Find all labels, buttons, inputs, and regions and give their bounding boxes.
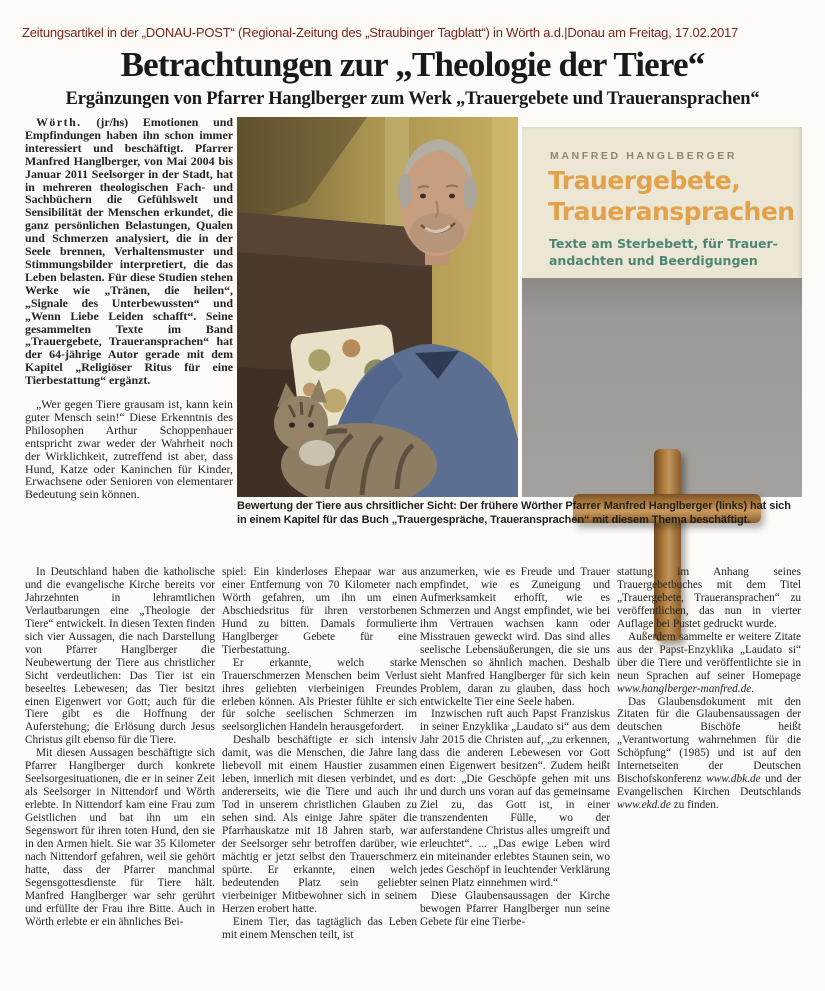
cat-eye-left bbox=[289, 422, 295, 427]
ekd-url: www.ekd.de bbox=[617, 799, 671, 812]
book-title-line2: Traueransprachen bbox=[548, 197, 795, 226]
book-title bbox=[548, 165, 795, 227]
column2-paragraph-3: Deshalb beschäftigte er sich intensiv damit, was die Menschen, die Jahre lang liebevoll mit einem Haustier zusammen leben, innerlich mit diesen verbindet, und andererseits, wie die Tiere und auch ihr Tod in unserem christlichen Glauben zu sehen sind. Als einige Jahre später die Pfarrhauskatze mit 18 Jahren starb, war der Seelsorger sehr betroffen darüber, wie mächtig er jetzt selbst den Trauerschmerz spürte. Er erkannte, einen welch bedeutenden Platz sein geliebter vierbeiniger Mitbewohner sich in seinem Herzen erobert hatte. bbox=[222, 734, 417, 915]
column4-paragraph-3-end: zu finden. bbox=[670, 799, 719, 812]
column1-paragraph-2: Mit diesen Aussagen beschäftigte sich Pfarrer Hanglberger durch konkrete Seelsorgesituationen, die er in seiner Zeit als Seelsorger in Nittendorf und Wörth erlebte. In Nittendorf kam eine Frau zum Geistlichen und bat ihn um ein Segenswort für ihren toten Hund, den sie in den Armen hielt. Sie war 35 Kilometer nach Nittendorf gefahren, weil sie gehört hatte, dass der Pfarrer manchmal Segensgottesdienste für Tiere hält. Manfred Hanglberger war sehr gerührt und erfüllte der Frau ihre Bitte. Auch in Wörth erlebte er ein ähnliches Bei- bbox=[25, 747, 215, 928]
book-subtitle-line1: Texte am Sterbebett, für Trauer- bbox=[549, 236, 778, 251]
homepage-url: www.hanglberger-manfred.de bbox=[617, 682, 752, 695]
article-column-2 bbox=[222, 566, 417, 966]
book-title-line1: Trauergebete, bbox=[548, 166, 741, 195]
caption-text-2: sich in einem Kapitel für das Buch „Trauergespräche, Traueransprachen“ mit diesem Thema beschäftigt. bbox=[237, 500, 791, 526]
article-column-1 bbox=[25, 566, 215, 966]
source-line: Zeitungsartikel in der „DONAU-POST“ (Regional-Zeitung des „Straubinger Tagblatt“) in Wörth a.d.|Donau am Freitag, 17.02.2017 bbox=[22, 25, 739, 40]
dbk-url: www.dbk.de bbox=[706, 773, 761, 786]
book-lower-area bbox=[522, 278, 802, 497]
cat-eye-right bbox=[308, 422, 314, 427]
column4-paragraph-2 bbox=[617, 631, 801, 696]
intro-paragraph-1 bbox=[25, 116, 233, 387]
headline: Betrachtungen zur „Theologie der Tiere“ bbox=[120, 45, 705, 84]
cat-chest bbox=[299, 440, 335, 466]
caption-bold-word: hat bbox=[750, 500, 767, 512]
intro-paragraph-2: „Wer gegen Tiere grausam ist, kann kein guter Mensch sein!“ Diese Erkenntnis des Philosophen Arthur Schoppenhauer entspricht zwar weder der Wahrheit noch der Wirklichkeit, zutreffend ist aber, dass Hund, Katze oder Kaninchen für Kinder, Erwachsene oder Senioren von elementarer Bedeutung sein können. bbox=[25, 397, 233, 502]
column2-paragraph-2: Er erkannte, welch starke Trauerschmerzen Menschen beim Verlust ihres geliebten vierbeinigen Freundes erleben können. Als Priester fühlte er sich für solche seelischen Schmerzen im seelsorglichen Handeln herausgefordert. bbox=[222, 656, 417, 734]
column3-paragraph-2: Inzwischen ruft auch Papst Franziskus in seiner Enzyklika „Laudato si“ aus dem Jahr 2015 die Christen auf, „zu erkennen, dass die anderen Lebewesen vor Gott einen Eigenwert besitzen“. Zudem heißt es dort: „Die Geschöpfe gehen mit uns und durch uns voran auf das gemeinsame Ziel zu, das Gott ist, in einer transzendenten Fülle, wo der auferstandene Christus alles umgreift und erleuchtet“. ... „Das ewige Leben wird ein miteinander erlebtes Staunen sein, wo jedes Geschöpf in leuchtender Verklärung seinen Platz einnehmen wird.“ bbox=[420, 708, 610, 889]
article-column-4 bbox=[617, 566, 801, 966]
column3-paragraph-1: anzumerken, wie es Freude und Trauer empfindet, wie es Zuneigung und Aufmerksamkeit erhofft, wie es Schmerzen und Angst empfindet, wie bei ihm Vertrauen wachsen kann oder Misstrauen geweckt wird. Das sind alles seelische Lebensäußerungen, die sie uns Menschen so ähnlich machen. Deshalb sieht Manfred Hanglberger für sich kein Problem, daran zu glauben, dass hoch entwickelte Tier eine Seele haben. bbox=[420, 566, 610, 708]
intro-column bbox=[25, 116, 233, 501]
book-cover bbox=[522, 127, 802, 497]
column4-paragraph-3 bbox=[617, 696, 801, 813]
hair-side-right bbox=[463, 176, 477, 210]
book-author: MANFRED HANGLBERGER bbox=[550, 150, 738, 162]
caption-text-1: Bewertung der Tiere aus chrsitlicher Sicht: Der frühere Wörther Pfarrer Manfred Hanglberger (links) bbox=[237, 500, 751, 512]
dateline: Wörth. bbox=[36, 115, 82, 129]
column1-paragraph-1: In Deutschland haben die katholische und die evangelische Kirche bereits vor Jahrzehnten in lehramtlichen Verlautbarungen eine „Theologie der Tiere“ entwickelt. In diesen Texten finden sich vier Aussagen, die nach Darstellung von Pfarrer Hanglberger die Neubewertung der Tiere aus christlicher Sicht verdeutlichen: Das Tier ist ein beseeltes Lebewesen; das Tier besitzt einen Eigenwert vor Gott; auch für die Tiere gibt es die Hoffnung der Auferstehung; die Erlösung durch Jesus Christus gilt ebenso für die Tiere. bbox=[25, 566, 215, 747]
column4-paragraph-3-mid: und der Evangelischen Kirchen Deutschlands bbox=[617, 773, 801, 799]
hair-side-left bbox=[398, 174, 412, 208]
column2-paragraph-4: Einem Tier, das tagtäglich das Leben mit einem Menschen teilt, ist bbox=[222, 915, 417, 941]
column4-paragraph-3-text: Das Glaubensdokument mit den Zitaten für die Glaubensaussagen der deutschen Bischöfe heißt „Verantwortung wahrnehmen für die Schöpfung“ (1985) und ist auf den Internetseiten der Deutschen Bischofskonferenz bbox=[617, 695, 801, 786]
subheadline: Ergänzungen von Pfarrer Hanglberger zum Werk „Trauergebete und Traueransprachen“ bbox=[65, 89, 760, 109]
article-column-3 bbox=[420, 566, 610, 966]
book-subtitle bbox=[549, 235, 778, 269]
photo-caption bbox=[237, 500, 803, 527]
column2-paragraph-1: spiel: Ein kinderloses Ehepaar war aus einer Entfernung von 70 Kilometer nach Wörth gefahren, um ihn um einen Abschiedsritus für ihren verstorbenen Hund zu bitten. Damals formulierte Hanglberger Gebete für eine Tierbestattung. bbox=[222, 566, 417, 656]
column4-paragraph-1: stattung im Anhang seines Trauergebetbuches mit dem Titel „Trauergebete, Traueransprachen“ zu veröffentlichen, das nun in vierter Auflage bei Pustet gedruckt wurde. bbox=[617, 566, 801, 630]
column4-paragraph-2-text: Außerdem sammelte er weitere Zitate aus der Papst-Enzyklika „Laudato si“ über die Tiere und veröffentlichte sie in neun Sprachen auf seiner Homepage bbox=[617, 630, 801, 682]
column3-paragraph-3: Diese Glaubensaussagen der Kirche bewogen Pfarrer Hanglberger nun seine Gebete für eine Tierbe- bbox=[420, 889, 610, 928]
intro-paragraph-1-text: (jr/hs) Emotionen und Empfindungen haben ihn schon immer interessiert und beschäftigt. Pfarrer Manfred Hanglberger, von Mai 2004 bis Januar 2011 Seelsorger in der Stadt, hat in mehreren theologischen Fach- und Sachbüchern die Gefühlswelt und Sensibilität der Menschen erkundet, die ganz persönlichen Belastungen, Qualen und Schmerzen analysiert, die in der Seele brennen, Verhaltensmuster und Stimmungsbilder interpretiert, die das Leben belasten. Für diese Studien stehen Werke wie „Tränen, die heilen“, „Signale des Unterbewussten“ und „Wenn Liebe Leiden schafft“. Seine gesammelten Texte im Band „Trauergebete, Traueransprachen“ hat der 64-jährige Autor gerade mit dem Kapitel „Religiöser Ritus für eine Tierbestattung“ ergänzt. bbox=[25, 115, 233, 388]
column4-paragraph-2-end: . bbox=[751, 682, 755, 695]
book-subtitle-line2: andachten und Beerdigungen bbox=[549, 253, 758, 268]
portrait-photo bbox=[237, 117, 518, 497]
portrait-photo-illustration bbox=[237, 117, 518, 497]
eye-right bbox=[449, 194, 455, 199]
eye-left bbox=[420, 194, 426, 199]
